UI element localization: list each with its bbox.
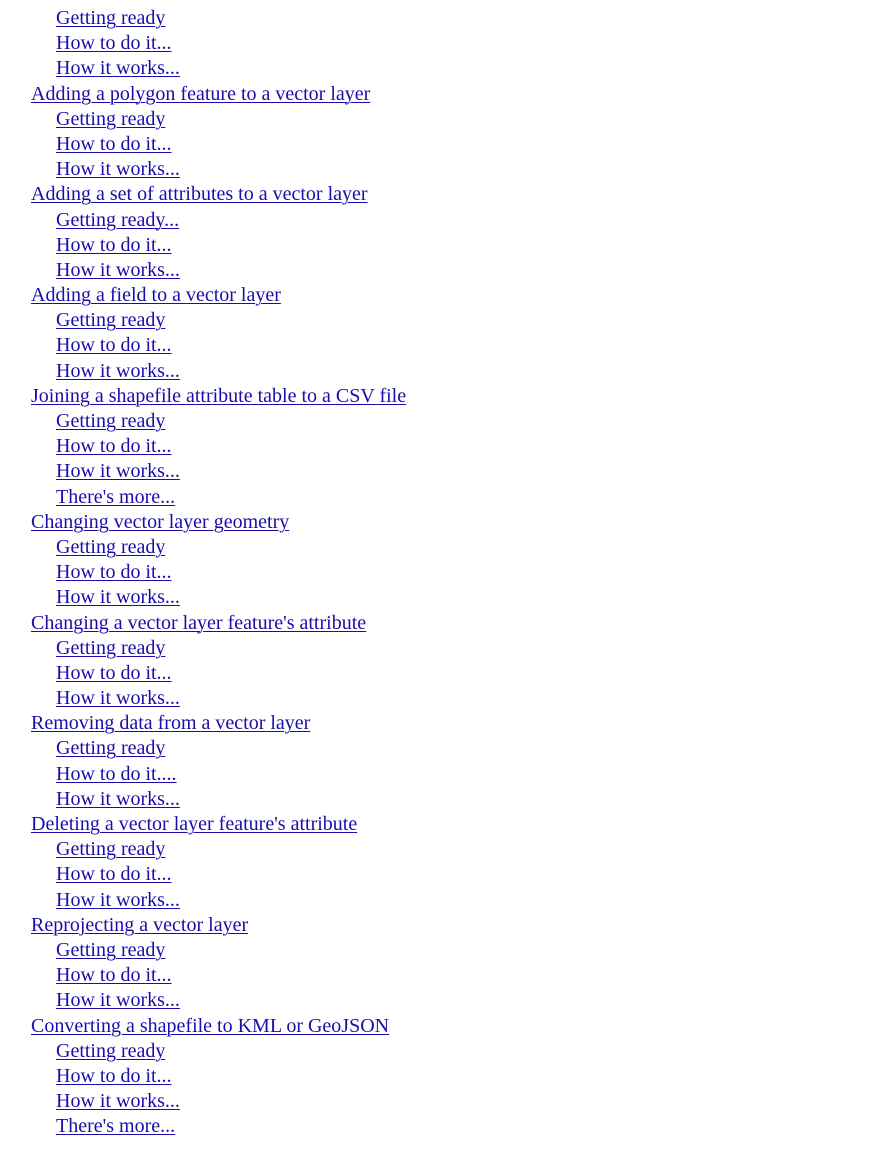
toc-section-row	[0, 510, 893, 535]
toc-link-getting-ready[interactable]: Getting ready	[56, 107, 166, 130]
toc-subsection-row	[0, 862, 893, 887]
toc-link-how-to-do-it[interactable]: How to do it...	[56, 964, 172, 987]
toc-link-how-to-do-it[interactable]: How to do it...	[56, 661, 172, 684]
toc-link-how-it-works[interactable]: How it works...	[56, 586, 180, 609]
toc-subsection-row	[0, 485, 893, 510]
toc-section-row	[0, 812, 893, 837]
toc-link-how-it-works[interactable]: How it works...	[56, 787, 180, 810]
toc-subsection-row	[0, 1039, 893, 1064]
toc-section-row	[0, 283, 893, 308]
toc-link-how-to-do-it[interactable]: How to do it...	[56, 435, 172, 458]
toc-subsection-row	[0, 736, 893, 761]
toc-section-link[interactable]: Joining a shapefile attribute table to a CSV file	[31, 384, 407, 407]
toc-subsection-row	[0, 585, 893, 610]
toc-section-row	[0, 384, 893, 409]
toc-link-how-to-do-it[interactable]: How to do it...	[56, 1064, 172, 1087]
toc-link-getting-ready[interactable]: Getting ready	[56, 938, 166, 961]
toc-link-getting-ready[interactable]: Getting ready	[56, 838, 166, 861]
toc-section-link[interactable]: Reprojecting a vector layer	[31, 913, 249, 936]
toc-subsection-row	[0, 107, 893, 132]
toc-section-row	[0, 711, 893, 736]
toc-link-how-it-works[interactable]: How it works...	[56, 158, 180, 181]
toc-link-there-s-more[interactable]: There's more...	[56, 485, 176, 508]
toc-subsection-row	[0, 308, 893, 333]
toc-section-row	[0, 182, 893, 207]
toc-section-link[interactable]: Adding a polygon feature to a vector layer	[31, 82, 371, 105]
toc-link-how-it-works[interactable]: How it works...	[56, 1090, 180, 1113]
toc-section-row	[0, 611, 893, 636]
toc-link-how-to-do-it[interactable]: How to do it...	[56, 32, 172, 55]
toc-link-how-it-works[interactable]: How it works...	[56, 687, 180, 710]
toc-subsection-row	[0, 787, 893, 812]
toc-subsection-row	[0, 157, 893, 182]
toc-subsection-row	[0, 535, 893, 560]
toc-link-how-to-do-it[interactable]: How to do it...	[56, 233, 172, 256]
toc-subsection-row	[0, 1089, 893, 1114]
toc-subsection-row	[0, 208, 893, 233]
toc-link-getting-ready[interactable]: Getting ready	[56, 7, 166, 29]
toc-section-link[interactable]: Changing a vector layer feature's attribute	[31, 611, 367, 634]
toc-section-link[interactable]: Removing data from a vector layer	[31, 712, 311, 735]
toc-link-how-it-works[interactable]: How it works...	[56, 258, 180, 281]
toc-link-how-to-do-it[interactable]: How to do it...	[56, 132, 172, 155]
toc-link-how-it-works[interactable]: How it works...	[56, 989, 180, 1012]
toc-section-row	[0, 913, 893, 938]
toc-link-getting-ready[interactable]: Getting ready	[56, 1039, 166, 1062]
toc-section-link[interactable]: Changing vector layer geometry	[31, 510, 290, 533]
toc-link-getting-ready[interactable]: Getting ready	[56, 410, 166, 432]
toc-link-how-it-works[interactable]: How it works...	[56, 359, 180, 382]
toc-section-row	[0, 82, 893, 107]
toc-subsection-row	[0, 434, 893, 459]
toc-subsection-row	[0, 837, 893, 862]
toc-subsection-row	[0, 888, 893, 913]
toc-subsection-row	[0, 963, 893, 988]
toc-subsection-row	[0, 661, 893, 686]
toc-subsection-row	[0, 988, 893, 1013]
toc-section-row	[0, 1014, 893, 1039]
toc-subsection-row	[0, 233, 893, 258]
toc-subsection-row	[0, 359, 893, 384]
toc-link-getting-ready[interactable]: Getting ready	[56, 535, 166, 558]
toc-link-getting-ready[interactable]: Getting ready	[56, 636, 166, 659]
toc-subsection-row	[0, 560, 893, 585]
toc-link-getting-ready[interactable]: Getting ready	[56, 737, 166, 760]
toc-subsection-row	[0, 938, 893, 963]
toc-link-there-s-more[interactable]: There's more...	[56, 1115, 176, 1138]
table-of-contents	[0, 6, 893, 1139]
toc-subsection-row	[0, 459, 893, 484]
toc-link-getting-ready[interactable]: Getting ready	[56, 309, 166, 332]
toc-link-how-to-do-it[interactable]: How to do it...	[56, 561, 172, 584]
toc-subsection-row	[0, 636, 893, 661]
toc-subsection-row	[0, 258, 893, 283]
toc-link-how-it-works[interactable]: How it works...	[56, 460, 180, 483]
toc-subsection-row	[0, 56, 893, 81]
toc-section-link[interactable]: Adding a set of attributes to a vector layer	[31, 183, 368, 206]
toc-link-how-to-do-it[interactable]: How to do it...	[56, 334, 172, 357]
toc-section-link[interactable]: Converting a shapefile to KML or GeoJSON	[31, 1014, 390, 1037]
toc-link-how-to-do-it[interactable]: How to do it....	[56, 762, 177, 785]
toc-section-link[interactable]: Adding a field to a vector layer	[31, 284, 281, 307]
toc-subsection-row	[0, 6, 893, 31]
toc-link-how-to-do-it[interactable]: How to do it...	[56, 863, 172, 886]
toc-subsection-row	[0, 1114, 893, 1139]
toc-subsection-row	[0, 333, 893, 358]
toc-subsection-row	[0, 1064, 893, 1089]
toc-subsection-row	[0, 31, 893, 56]
toc-subsection-row	[0, 686, 893, 711]
toc-link-how-it-works[interactable]: How it works...	[56, 57, 180, 80]
toc-link-getting-ready[interactable]: Getting ready...	[56, 208, 180, 231]
toc-subsection-row	[0, 762, 893, 787]
toc-section-link[interactable]: Deleting a vector layer feature's attribute	[31, 813, 358, 835]
toc-subsection-row	[0, 132, 893, 157]
toc-link-how-it-works[interactable]: How it works...	[56, 888, 180, 911]
toc-subsection-row	[0, 409, 893, 434]
